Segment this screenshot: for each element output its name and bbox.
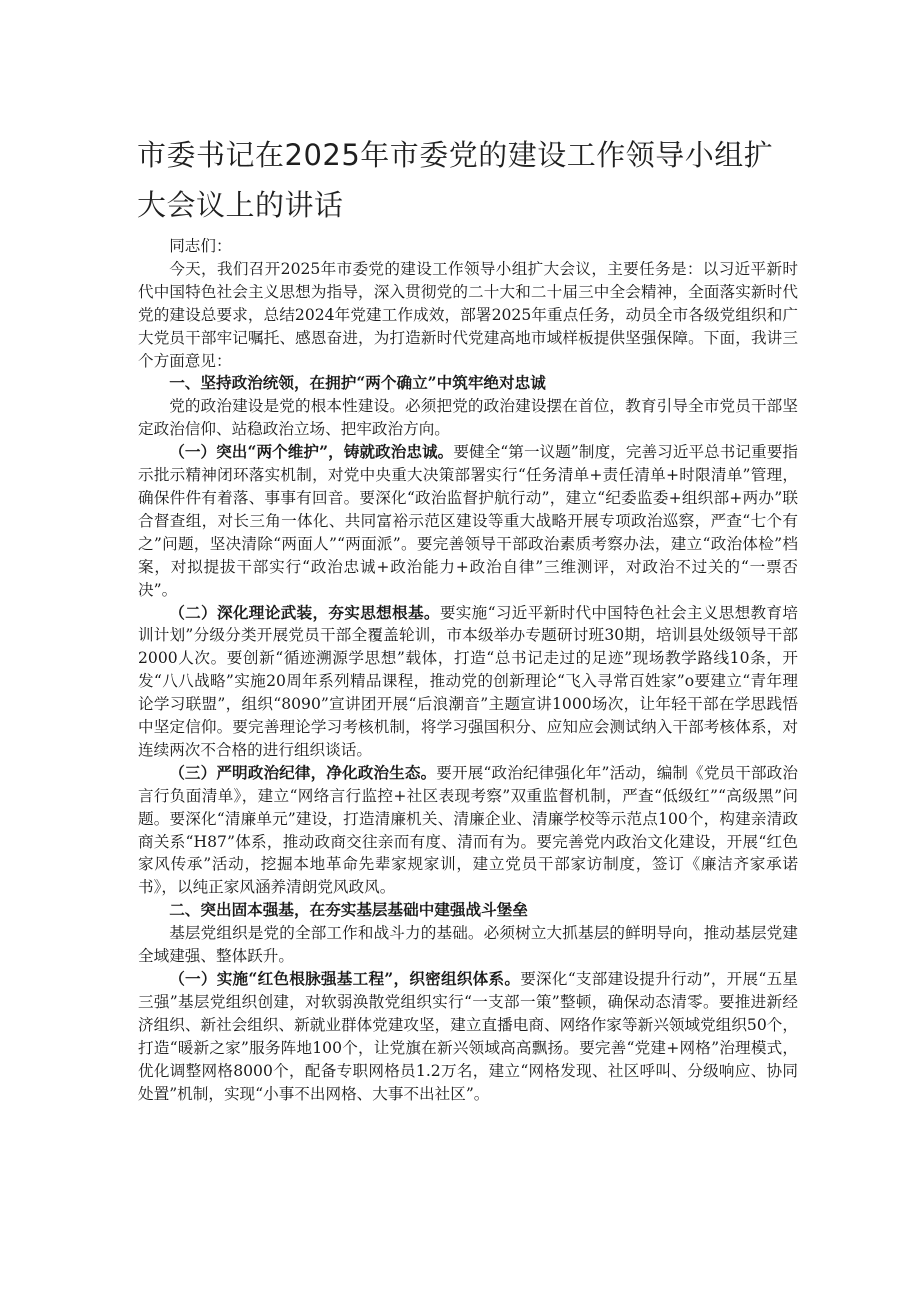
document-body <box>138 235 798 1105</box>
section-1-point-2 <box>138 602 798 762</box>
point-title: （三）严明政治纪律，净化政治生态。 <box>169 762 437 782</box>
point-title: （二）深化理论武装，夯实思想根基。 <box>169 602 440 622</box>
section-2-point-1 <box>138 968 798 1105</box>
document-title: 市委书记在2025年市委党的建设工作领导小组扩大会议上的讲话 <box>137 138 774 222</box>
section-2-lead: 基层党组织是党的全部工作和战斗力的基础。必须树立大抓基层的鲜明导向，推动基层党建全域建强、整体跃升。 <box>138 924 798 966</box>
section-1-point-3 <box>138 762 798 899</box>
point-text: 要开展“政治纪律强化年”活动，编制《党员干部政治言行负面清单》，建立“网络言行监控+社区表现考察”双重监督机制，严查“低级红”“高级黑”问题。要深化“清廉单元”建设，打造清廉机关、清廉企业、清廉学校等示范点100个，构建亲清政商关系“H87”体系，推动政商交往亲而有度、清而有为。要完善党内政治文化建设，开展“红色家风传承”活动，挖掘本地革命先辈家规家训，建立党员干部家访制度，签订《廉洁齐家承诺书》，以纯正家风涵养清朗党风政风。 <box>138 763 798 897</box>
section-1-lead: 党的政治建设是党的根本性建设。必须把党的政治建设摆在首位，教育引导全市党员干部坚定政治信仰、站稳政治立场、把牢政治方向。 <box>138 397 798 439</box>
intro-paragraph: 今天，我们召开2025年市委党的建设工作领导小组扩大会议，主要任务是：以习近平新时代中国特色社会主义思想为指导，深入贯彻党的二十大和二十届三中全会精神，全面落实新时代党的建设总要求，总结2024年党建工作成效，部署2025年重点任务，动员全市各级党组织和广大党员干部牢记嘱托、感恩奋进，为打造新时代党建高地市域样板提供坚强保障。下面，我讲三个方面意见： <box>138 259 798 370</box>
point-text: 要健全“第一议题”制度，完善习近平总书记重要指示批示精神闭环落实机制，对党中央重大决策部署实行“任务清单+责任清单+时限清单”管理，确保件件有着落、事事有回音。要深化“政治监督护航行动”，建立“纪委监委+组织部+两办”联合督查组，对长三角一体化、共同富裕示范区建设等重大战略开展专项政治巡察，严查“七个有之”问题，坚决清除“两面人”“两面派”。要完善领导干部政治素质考察办法，建立“政治体检”档案，对拟提拔干部实行“政治忠诚+政治能力+政治自律”三维测评，对政治不过关的“一票否决”。 <box>138 443 798 599</box>
section-2-heading: 二、突出固本强基，在夯实基层基础中建强战斗堡垒 <box>169 900 528 920</box>
point-text: 要深化“支部建设提升行动”，开展“五星三强”基层党组织创建，对软弱涣散党组织实行“一支部一策”整顿，确保动态清零。要推进新经济组织、新社会组织、新就业群体党建攻坚，建立直播电商、网络作家等新兴领域党组织50个，打造“暖新之家”服务阵地100个，让党旗在新兴领域高高飘扬。要完善“党建+网格”治理模式，优化调整网格8000个，配备专职网格员1.2万名，建立“网格发现、社区呼叫、分级响应、协同处置”机制，实现“小事不出网格、大事不出社区”。 <box>138 970 798 1103</box>
section-1-point-1 <box>138 441 798 601</box>
point-title: （一）突出“两个维护”，铸就政治忠诚。 <box>169 442 454 462</box>
section-1-heading: 一、坚持政治统领，在拥护“两个确立”中筑牢绝对忠诚 <box>169 373 546 393</box>
salutation: 同志们： <box>169 237 232 255</box>
point-text: 要实施“习近平新时代中国特色社会主义思想教育培训计划”分级分类开展党员干部全覆盖轮训，市本级举办专题研讨班30期，培训县处级领导干部2000人次。要创新“循迹溯源学思想”载体，打造“总书记走过的足迹”现场教学路线10条，开发“八八战略”实施20周年系列精品课程，推动党的创新理论“飞入寻常百姓家”o要建立“青年理论学习联盟”，组织“8090”宣讲团开展“后浪潮音”主题宣讲1000场次，让年轻干部在学思践悟中坚定信仰。要完善理论学习考核机制，将学习强国积分、应知应会测试纳入干部考核体系，对连续两次不合格的进行组织谈话。 <box>138 603 798 759</box>
point-title: （一）实施“红色根脉强基工程”，织密组织体系。 <box>169 969 521 988</box>
